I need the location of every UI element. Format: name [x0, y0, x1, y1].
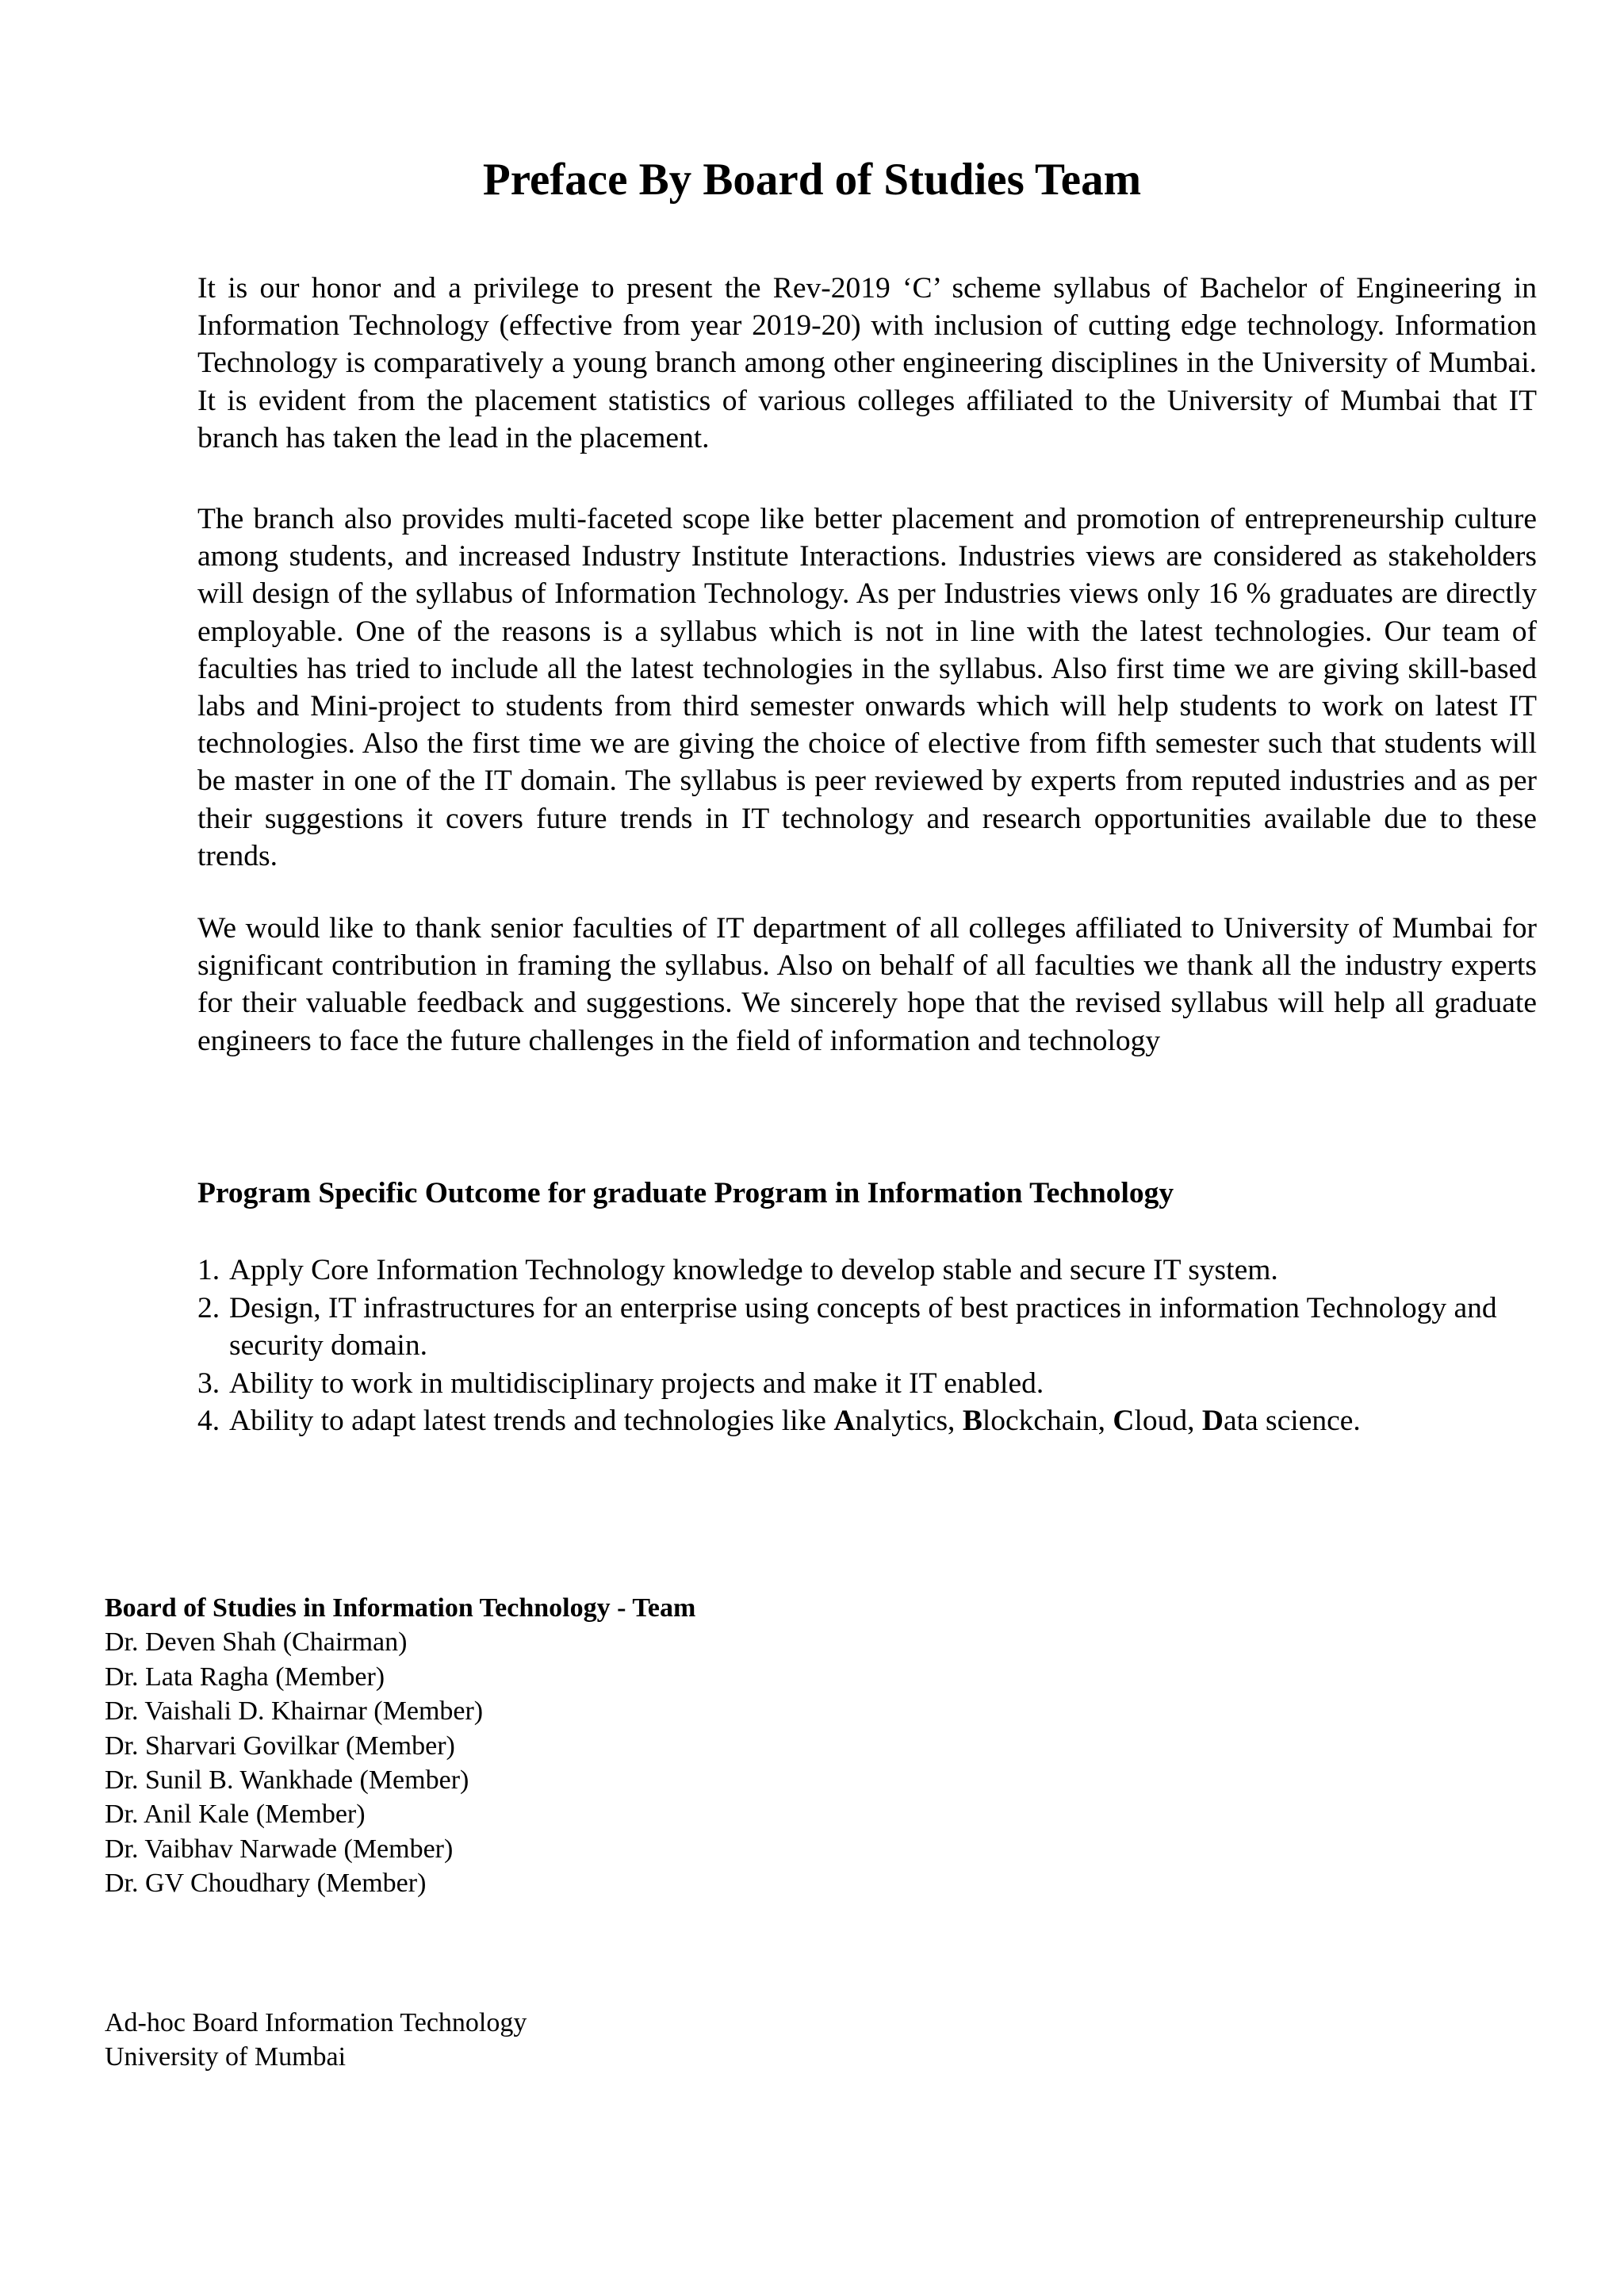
board-team-block [105, 1591, 695, 1901]
team-member: Dr. GV Choudhary (Member) [105, 1869, 427, 1899]
list-item-text: Design, IT infrastructures for an enterprise using concepts of best practices in information Technology and security domain. [229, 1291, 1497, 1362]
team-member: Dr. Vaibhav Narwade (Member) [105, 1834, 454, 1864]
bold-initial-b: B [962, 1405, 982, 1437]
pso-heading: Program Specific Outcome for graduate Program in Information Technology [197, 1177, 1174, 1209]
preface-paragraph-1 [197, 270, 1537, 457]
text-blockchain-rest: lockchain, [982, 1405, 1113, 1437]
team-member: Dr. Sharvari Govilkar (Member) [105, 1731, 455, 1761]
list-item-number: 1. [197, 1254, 220, 1286]
list-item-text [229, 1402, 1537, 1440]
list-item-text-prefix: Ability to adapt latest trends and technologies like [229, 1405, 834, 1437]
pso-list [197, 1251, 1537, 1440]
bold-initial-d: D [1201, 1405, 1224, 1437]
paragraph-text: It is our honor and a privilege to present the Rev-2019 ‘C’ scheme syllabus of Bachelor of Engineering in Information Technology (effective from year 2019-20) with inclusion of cutting edge technology. Information Technology is comparatively a young branch among other engineering disciplines in the University of Mumbai. It is evident from the placement statistics of various colleges affiliated to the University of Mumbai that IT branch has taken the lead in the placement. [197, 272, 1537, 454]
text-analytics-rest: nalytics, [855, 1405, 963, 1437]
team-member: Dr. Anil Kale (Member) [105, 1800, 366, 1830]
list-item-number: 4. [197, 1405, 220, 1437]
footer-university: University of Mumbai [105, 2042, 347, 2072]
paragraph-text: The branch also provides multi-faceted scope like better placement and promotion of entrepreneurship culture among students, and increased Industry Institute Interactions. Industries views are considered as stakeholders will design of the syllabus of Information Technology. As per Industries views only 16 % graduates are directly employable. One of the reasons is a syllabus which is not in line with the latest technologies. Our team of faculties has tried to include all the latest technologies in the syllabus. Also first time we are giving skill-based labs and Mini-project to students from third semester onwards which will help students to work on latest IT technologies. Also the first time we are giving the choice of elective from fifth semester such that students will be master in one of the IT domain. The syllabus is peer reviewed by experts from reputed industries and as per their suggestions it covers future trends in IT technology and research opportunities available due to these trends. [197, 503, 1537, 872]
preface-paragraph-3 [197, 910, 1537, 1060]
bold-initial-a: A [833, 1405, 856, 1437]
team-member: Dr. Sunil B. Wankhade (Member) [105, 1765, 469, 1796]
paragraph-text: We would like to thank senior faculties of IT department of all colleges affiliated to University of Mumbai for significant contribution in framing the syllabus. Also on behalf of all faculties we thank all the industry experts for their valuable feedback and suggestions. We sincerely hope that the revised syllabus will help all graduate engineers to face the future challenges in the field of information and technology [197, 912, 1537, 1057]
text-cloud-rest: loud, [1134, 1405, 1202, 1437]
list-item [197, 1251, 1537, 1290]
team-member: Dr. Vaishali D. Khairnar (Member) [105, 1696, 484, 1727]
list-item [197, 1290, 1537, 1365]
list-item-number: 2. [197, 1291, 220, 1324]
list-item-text: Ability to work in multidisciplinary projects and make it IT enabled. [229, 1366, 1044, 1400]
team-member: Dr. Deven Shah (Chairman) [105, 1627, 408, 1658]
list-item-number: 3. [197, 1366, 220, 1400]
page-title: Preface By Board of Studies Team [482, 155, 1142, 205]
text-data-science-rest: ata science. [1223, 1405, 1361, 1437]
board-team-heading: Board of Studies in Information Technology - Team [105, 1593, 696, 1623]
team-member: Dr. Lata Ragha (Member) [105, 1662, 385, 1692]
list-item [197, 1365, 1537, 1403]
footer-signature [105, 2006, 527, 2074]
bold-initial-c: C [1113, 1405, 1135, 1437]
list-item [197, 1402, 1537, 1440]
list-item-text: Apply Core Information Technology knowledge to develop stable and secure IT system. [229, 1254, 1278, 1286]
footer-board-name: Ad-hoc Board Information Technology [105, 2008, 527, 2037]
preface-paragraph-2 [197, 500, 1537, 875]
